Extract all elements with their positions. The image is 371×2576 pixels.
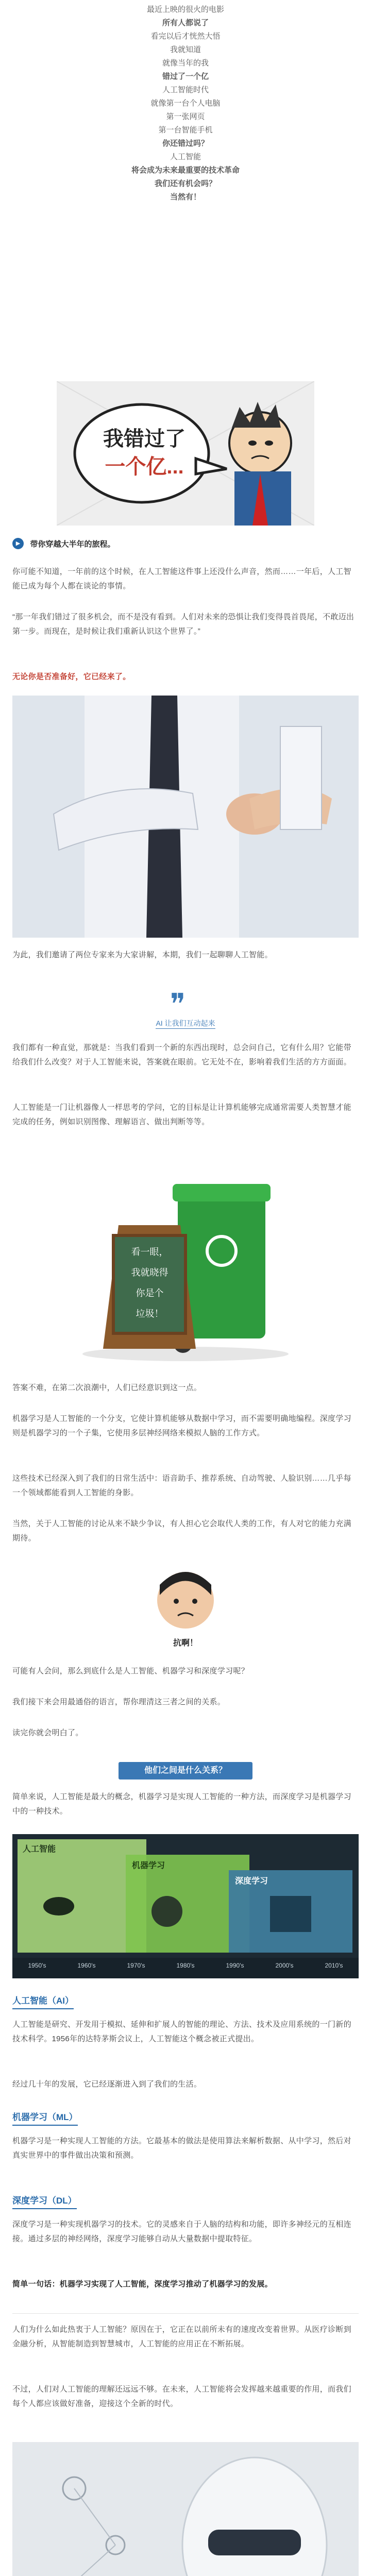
intro-line: 我们还有机会吗？ bbox=[154, 179, 216, 188]
subtitle-ai: 人工智能（AI） bbox=[12, 1994, 74, 2009]
intro-line: 你还错过吗？ bbox=[162, 139, 209, 148]
gesture-image bbox=[12, 696, 359, 938]
paragraph: 人工智能是一门让机器像人一样思考的学问，它的目标是让计算机能够完成通常需要人类智慧才能完成的任务，例如识别图像、理解语言、做出判断等等。 bbox=[12, 1103, 351, 1126]
timeline-year: 1970's bbox=[127, 1962, 145, 1969]
timeline-year: 2010's bbox=[325, 1962, 343, 1969]
subtitle-ml: 机器学习（ML） bbox=[12, 2110, 78, 2126]
intro-line: 看完以后才恍然大悟 bbox=[150, 32, 221, 41]
section2-header: 他们之间是什么关系？ bbox=[119, 1762, 252, 1780]
timeline-year: 1960's bbox=[77, 1962, 96, 1969]
sticker-text: 抗啊！ bbox=[173, 1639, 198, 1648]
paragraph: 简单来说，人工智能是最大的概念，机器学习是实现人工智能的一种方法，而深度学习是机器学习中的一种技术。 bbox=[12, 1792, 351, 1816]
intro-line: 就像当年的我 bbox=[162, 59, 209, 67]
sticker bbox=[149, 1564, 222, 1652]
paragraph: 可能有人会问，那么到底什么是人工智能、机器学习和深度学习呢？ bbox=[12, 1667, 249, 1675]
robot-graphic bbox=[12, 2442, 359, 2576]
intro-line: 将会成为未来最重要的技术革命 bbox=[131, 166, 240, 175]
intro-line: 第一张网页 bbox=[166, 112, 205, 121]
trash-can-image bbox=[57, 1158, 314, 1364]
venn-label-dl: 深度学习 bbox=[235, 1877, 268, 1886]
bubble-text-line2: 一个亿... bbox=[105, 455, 184, 478]
sign-line4: 垃圾！ bbox=[136, 1309, 164, 1319]
timeline-year: 1980's bbox=[176, 1962, 195, 1969]
paragraph: 答案不难，在第二次浪潮中，人们已经意识到这一点。 bbox=[12, 1383, 202, 1392]
timeline bbox=[12, 1962, 359, 1969]
section1-header bbox=[12, 538, 359, 553]
paragraph: 我们接下来会用最通俗的语言，帮你理清这三者之间的关系。 bbox=[12, 1698, 226, 1706]
paragraph: 当然，关于人工智能的讨论从来不缺少争议，有人担心它会取代人类的工作，有人对它的能力充满期待。 bbox=[12, 1519, 351, 1543]
intro-block bbox=[0, 3, 371, 204]
intro-line: 错过了一个亿 bbox=[162, 72, 209, 81]
intro-line: 所有人都说了 bbox=[162, 19, 209, 27]
intro-line: 我就知道 bbox=[170, 45, 201, 54]
trash-can-illustration bbox=[57, 1158, 314, 1364]
play-icon: ▶ bbox=[12, 538, 24, 549]
sticker-face-icon bbox=[149, 1564, 222, 1636]
paragraph-bold: 无论你是否准备好，它已经来了。 bbox=[12, 672, 131, 681]
caption: 为此，我们邀请了两位专家来为大家讲解，本期，我们一起聊聊人工智能。 bbox=[12, 951, 273, 959]
timeline-year: 2000's bbox=[275, 1962, 294, 1969]
quote-label bbox=[82, 1018, 289, 1028]
paragraph: 读完你就会明白了。 bbox=[12, 1728, 83, 1737]
paragraph: 深度学习是一种实现机器学习的技术。它的灵感来自于人脑的结构和功能，即许多神经元的互相连接。通过多层的神经网络，深度学习能够自动从大量数据中提取特征。 bbox=[12, 2220, 351, 2243]
paragraph: 经过几十年的发展，它已经逐渐进入到了我们的生活。 bbox=[12, 2080, 202, 2089]
ai-ml-dl-graphic bbox=[12, 1834, 359, 1978]
paragraph-bold: 简单一句话：机器学习实现了人工智能，深度学习推动了机器学习的发展。 bbox=[12, 2280, 273, 2289]
paragraph: 人工智能是研究、开发用于模拟、延伸和扩展人的智能的理论、方法、技术及应用系统的一门新的技术科学。1956年的达特茅斯会议上，人工智能这个概念被正式提出。 bbox=[12, 2020, 351, 2043]
paragraph: 机器学习是一种实现人工智能的方法。它最基本的做法是使用算法来解析数据、从中学习，然后对真实世界中的事件做出决策和预测。 bbox=[12, 2137, 351, 2160]
timeline-year: 1950's bbox=[28, 1962, 46, 1969]
divider bbox=[12, 2313, 359, 2314]
paragraph: 机器学习是人工智能的一个分支，它使计算机能够从数据中学习，而不需要明确地编程。深度学习则是机器学习的一个子集，它使用多层神经网络来模拟人脑的工作方式。 bbox=[12, 1414, 351, 1437]
intro-line: 人工智能 bbox=[170, 152, 201, 161]
subtitle-dl: 深度学习（DL） bbox=[12, 2194, 77, 2209]
paragraph: 不过，人们对人工智能的理解还远远不够。在未来，人工智能将会发挥越来越重要的作用，而我们每个人都应该做好准备，迎接这个全新的时代。 bbox=[12, 2385, 351, 2408]
quote-mark-icon: ❞ bbox=[170, 988, 186, 1021]
sign-line1: 看一眼， bbox=[131, 1247, 168, 1257]
intro-line: 最近上映的很火的电影 bbox=[146, 5, 224, 14]
cartoon-banner bbox=[57, 381, 314, 526]
venn-label-ml: 机器学习 bbox=[132, 1861, 165, 1870]
gesture-photo bbox=[12, 696, 359, 938]
sign-line2: 我就晓得 bbox=[131, 1267, 168, 1278]
paragraph: 你可能不知道，一年前的这个时候，在人工智能这件事上还没什么声音，然而……一年后，人工智能已成为每个人都在谈论的事情。 bbox=[12, 567, 351, 590]
paragraph: 这些技术已经深入到了我们的日常生活中：语音助手、推荐系统、自动驾驶、人脸识别……几乎每一个领域都能看到人工智能的身影。 bbox=[12, 1474, 351, 1497]
ai-ml-dl-diagram bbox=[12, 1834, 359, 1978]
paragraph: 人们为什么如此热衷于人工智能？原因在于，它正在以前所未有的速度改变着世界。从医疗诊断到金融分析，从智能制造到智慧城市，人工智能的应用正在不断拓展。 bbox=[12, 2325, 351, 2348]
section1-header-text: 带你穿越大半年的旅程。 bbox=[30, 539, 115, 549]
paragraph: 我们都有一种直觉，那就是：当我们看到一个新的东西出现时，总会问自己，它有什么用？它能带给我们什么改变？对于人工智能来说，答案就在眼前。它无处不在，影响着我们生活的方方面面。 bbox=[12, 1043, 351, 1066]
robot-image bbox=[12, 2442, 359, 2576]
intro-line: 第一台智能手机 bbox=[158, 126, 213, 134]
timeline-year: 1990's bbox=[226, 1962, 244, 1969]
bubble-text-line1: 我错过了 bbox=[103, 428, 185, 450]
intro-line: 就像第一台个人电脑 bbox=[150, 99, 221, 108]
quote-label-text: AI 让我们互动起来 bbox=[156, 1019, 215, 1029]
venn-label-ai: 人工智能 bbox=[23, 1845, 56, 1854]
intro-line: 当然有！ bbox=[170, 193, 201, 201]
intro-line: 人工智能时代 bbox=[162, 86, 209, 94]
paragraph: “那一年我们错过了很多机会，而不是没有看到。人们对未来的恐惧让我们变得畏首畏尾，不敢迈出第一步。而现在，是时候让我们重新认识这个世界了。” bbox=[12, 613, 355, 636]
sign-line3: 你是个 bbox=[136, 1288, 164, 1298]
